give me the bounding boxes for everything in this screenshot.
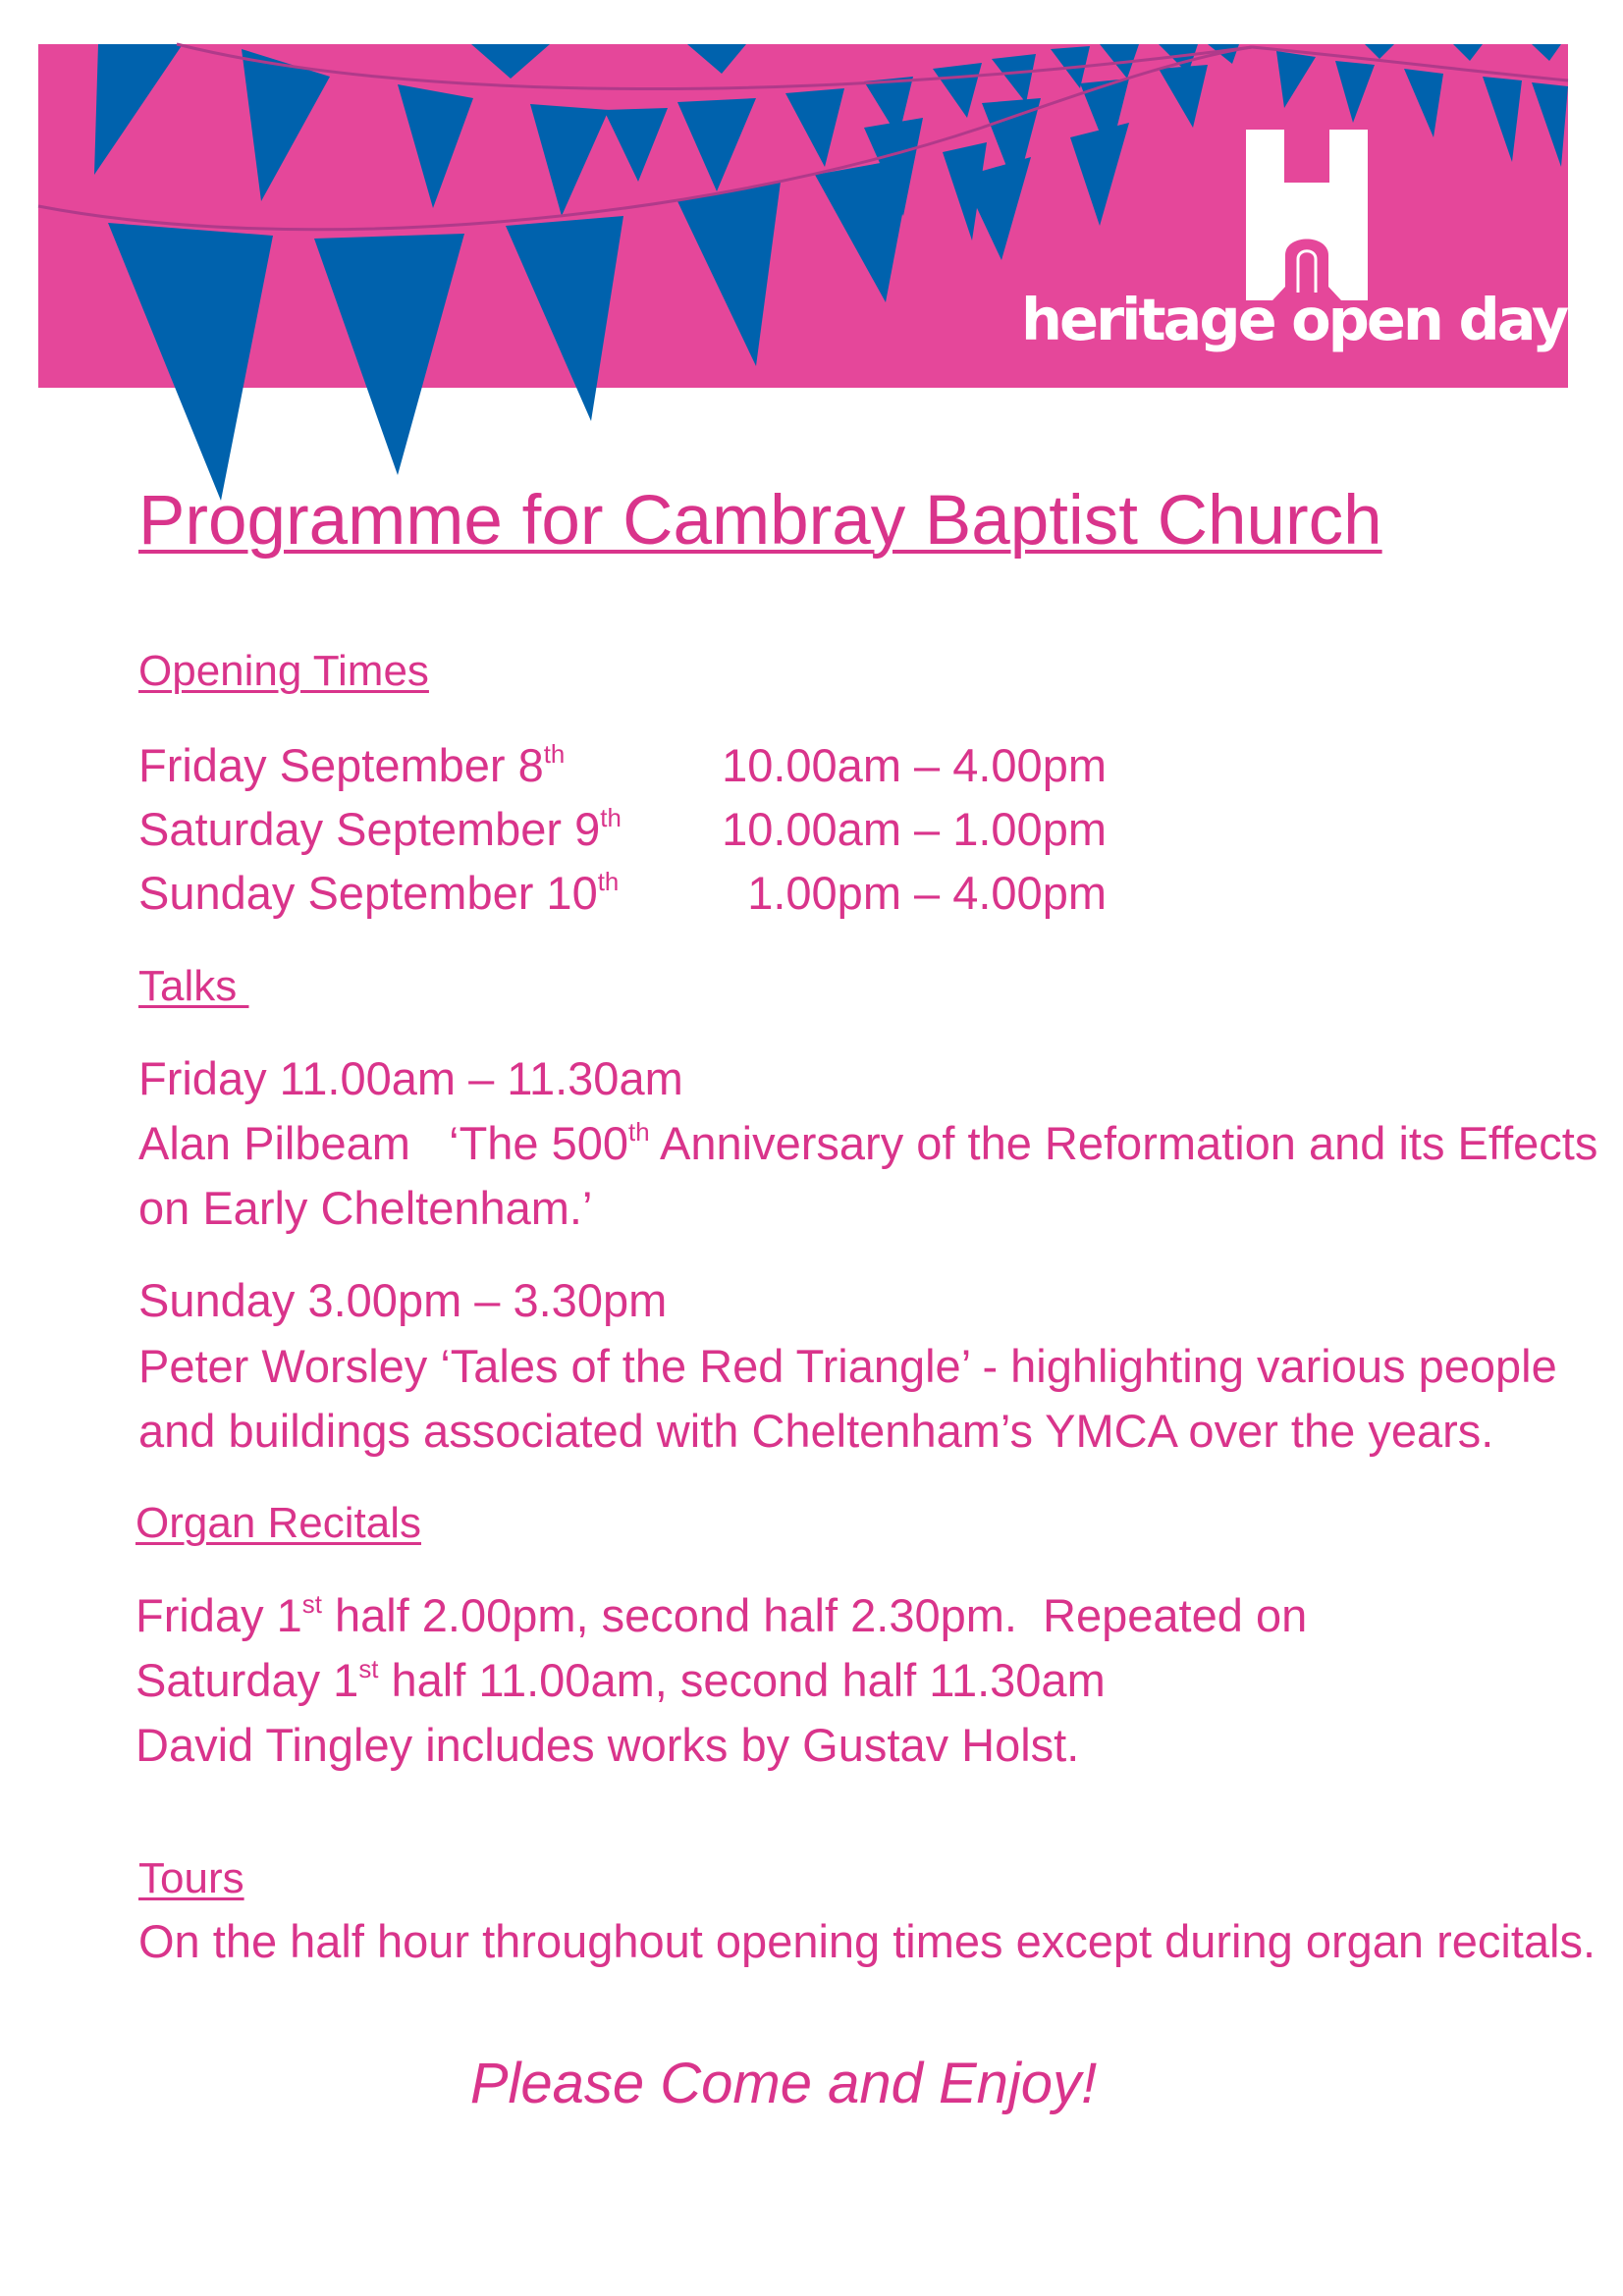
opening-day-saturday: Saturday September 9th [138,803,622,855]
talk-2-time: Sunday 3.00pm – 3.30pm [138,1274,668,1326]
bunting-illustration [0,0,1623,510]
logo-wordmark: heritage open days [1021,286,1598,353]
closing-message: Please Come and Enjoy! [469,2052,1098,2115]
heading-talks: Talks [138,962,249,1010]
heading-opening-times: Opening Times [138,647,429,695]
talk-1-time: Friday 11.00am – 11.30am [138,1052,683,1104]
heading-tours: Tours [138,1854,244,1902]
opening-day-friday: Friday September 8th [138,739,566,791]
organ-recital-friday: Friday 1st half 2.00pm, second half 2.30pm. Repeated on [135,1589,1308,1641]
talk-2-description-line1: Peter Worsley ‘Tales of the Red Triangle’ - highlighting various people [138,1340,1557,1392]
talk-1-speaker: Alan Pilbeam [138,1117,410,1169]
page-title: Programme for Cambray Baptist Church [138,482,1382,560]
heading-organ-recitals: Organ Recitals [135,1499,422,1547]
opening-day-sunday: Sunday September 10th [138,867,620,919]
organ-recital-saturday: Saturday 1st half 11.00am, second half 11.30am [135,1654,1106,1706]
opening-hours-sunday: 1.00pm – 4.00pm [747,867,1107,919]
talk-2-description-line2: and buildings associated with Cheltenham’s YMCA over the years. [138,1405,1494,1457]
opening-hours-saturday: 10.00am – 1.00pm [722,803,1107,855]
heritage-open-days-banner [0,0,1623,510]
tours-description: On the half hour throughout opening times except during organ recitals. [138,1915,1596,1967]
talk-1-title-line2: on Early Cheltenham.’ [138,1182,593,1234]
opening-hours-friday: 10.00am – 4.00pm [722,739,1107,791]
talk-1-title-line1: Alan Pilbeam ‘The 500th Anniversary of the Reformation and its Effects [138,1117,1598,1169]
organ-recital-performer: David Tingley includes works by Gustav Holst. [135,1719,1080,1771]
